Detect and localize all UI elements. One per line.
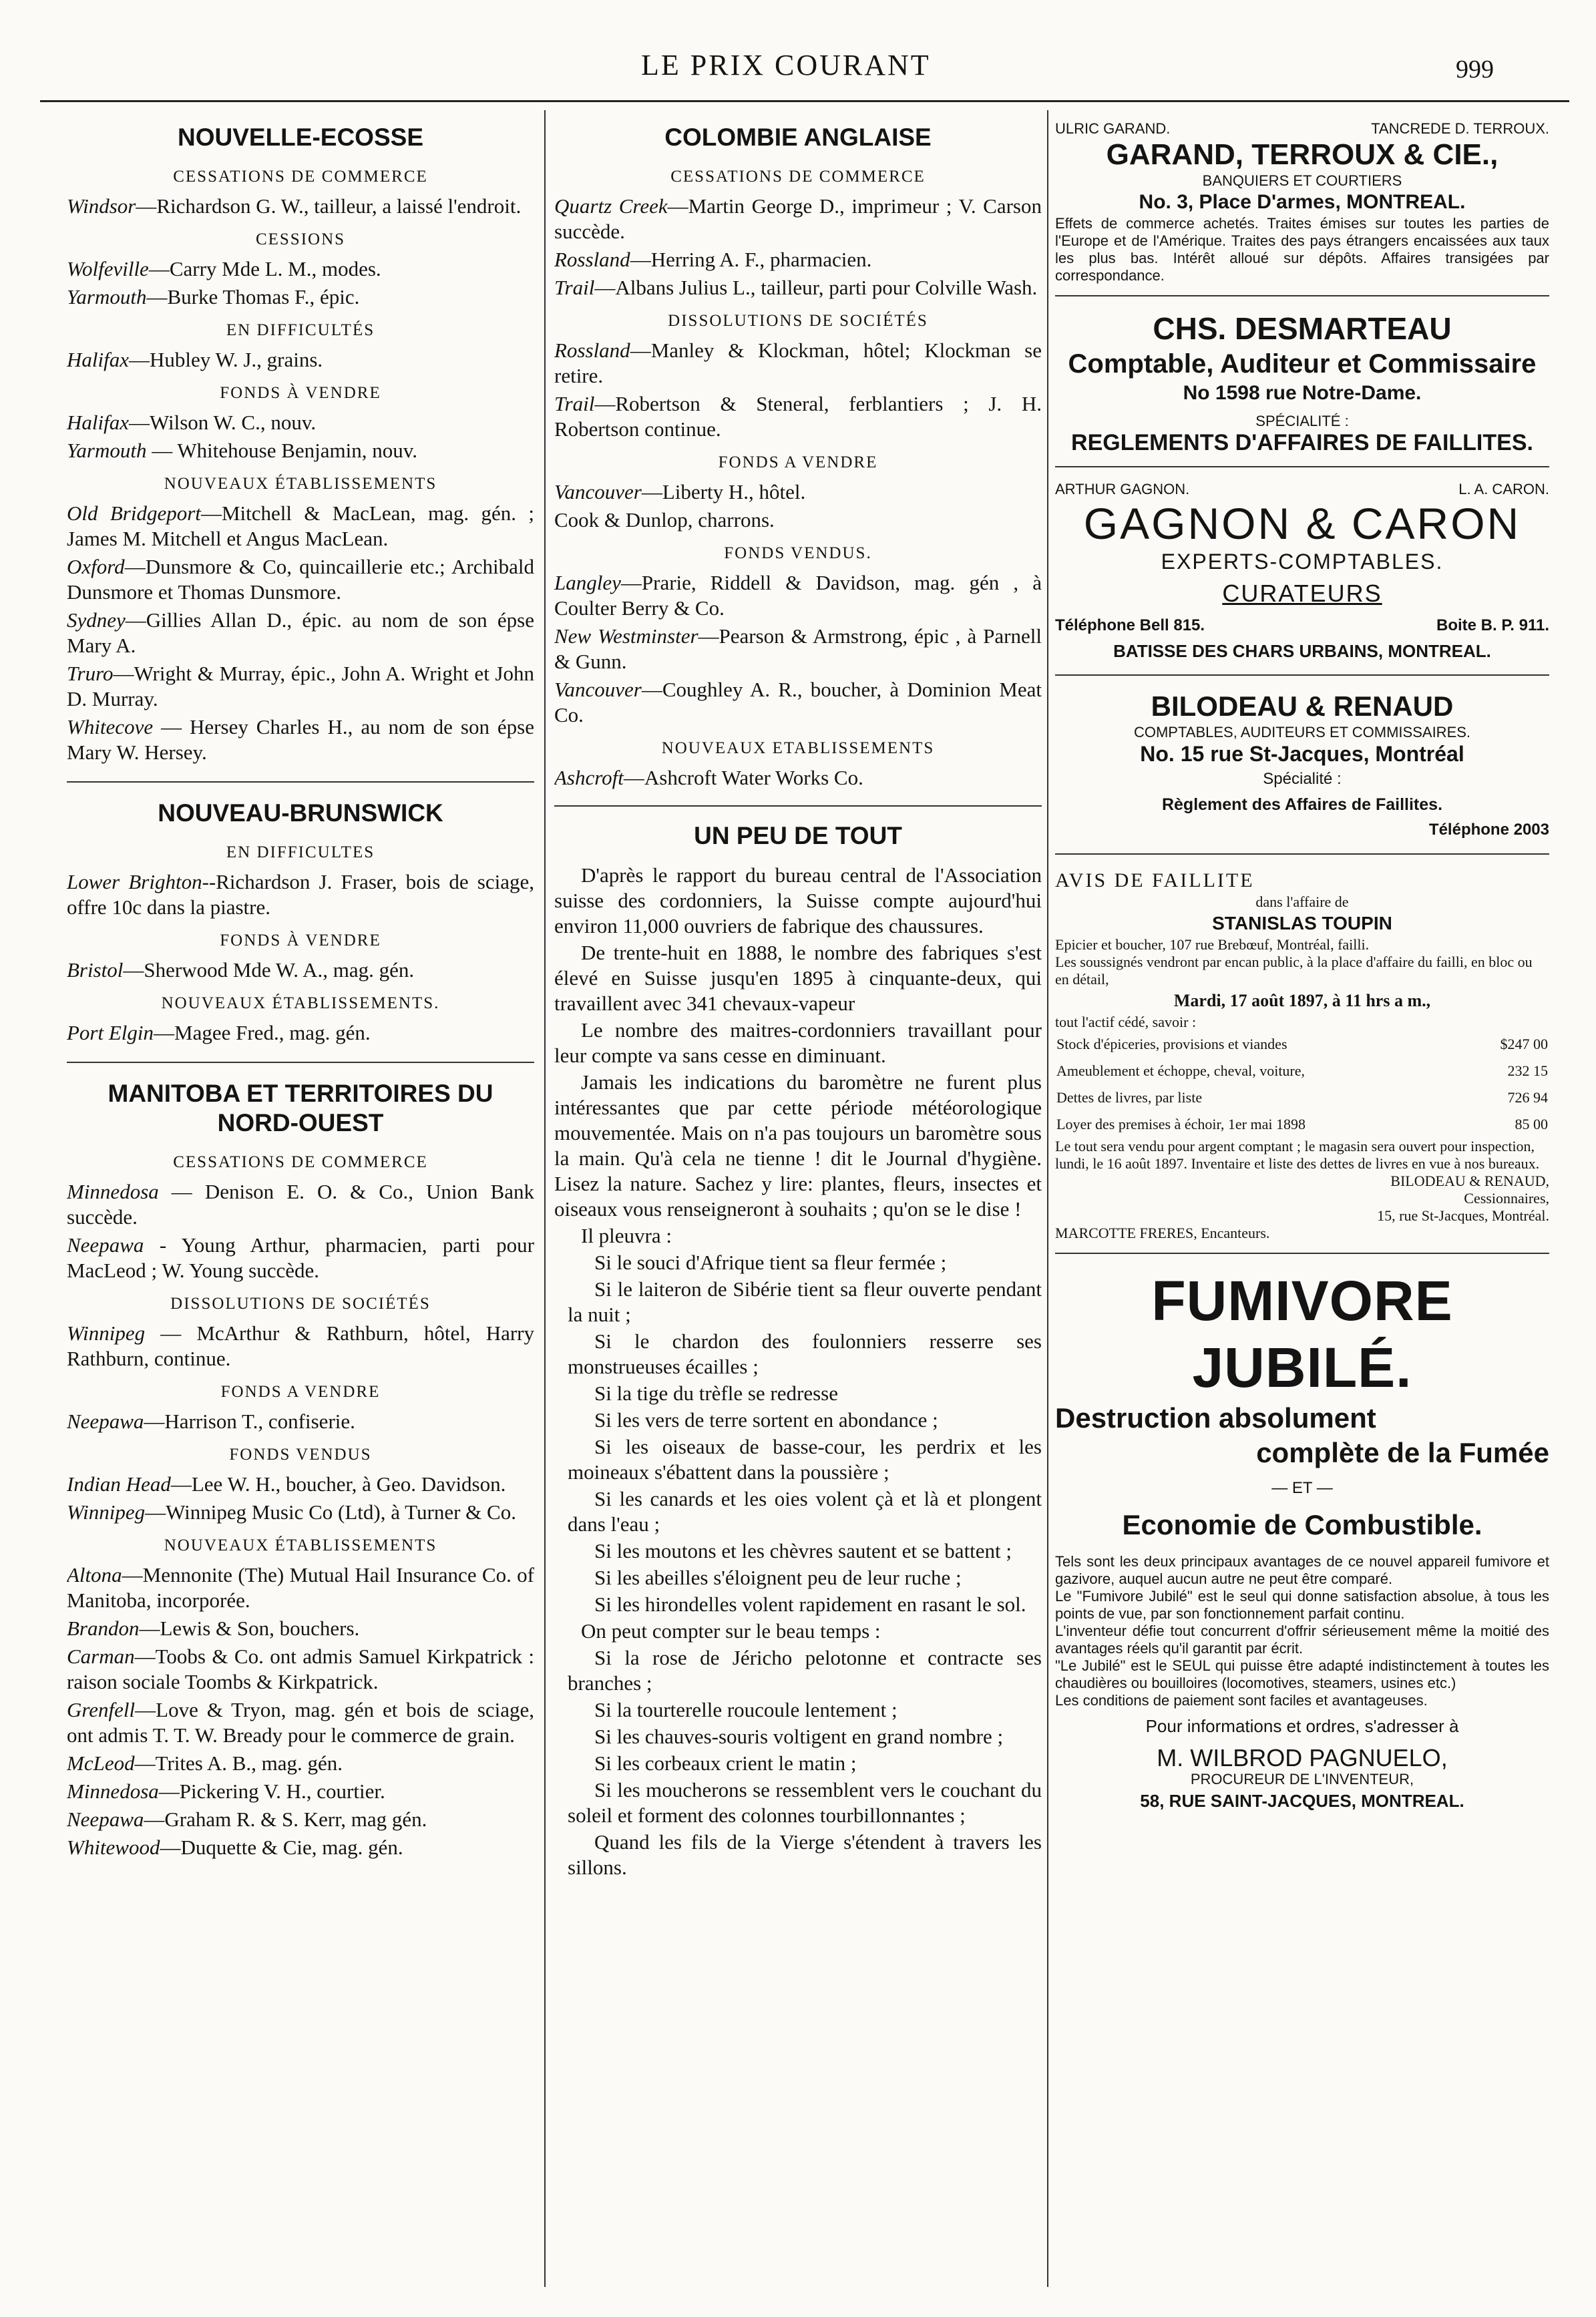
section-divider: [554, 805, 1042, 807]
entry-text: --Richardson J. Fraser, bois de sciage, offre 10c dans la piastre.: [67, 870, 534, 919]
list-item: [554, 765, 1042, 791]
section-body: [554, 164, 1042, 791]
paragraph: Jamais les indications du baromètre ne furent plus intéressantes que par cette période météorologique mouvementée. Mais on n'a pas toujours un baromètre sous la main. Qu'à cela ne tienne ! dit le Journal d'hygiène. Lisez la nature. Sachez y lire: plantes, fleurs, insectes et oiseaux vous renseigneront à souhaits ; qu'on se le dise !: [554, 1070, 1042, 1221]
list-item: [67, 714, 534, 765]
firm-address: BATISSE DES CHARS URBAINS, MONTREAL.: [1113, 641, 1491, 661]
ad-avis-faillite: [1055, 861, 1549, 1254]
ad-bilodeau-renaud: [1055, 682, 1549, 855]
list-item: [67, 554, 534, 605]
list-item: Quand les fils de la Vierge s'étendent à travers les sillons.: [568, 1830, 1042, 1879]
place-name: Rossland: [554, 339, 630, 362]
list-item: [67, 1697, 534, 1748]
firm-name: BILODEAU & RENAUD: [1151, 690, 1454, 722]
entry-text: —Burke Thomas F., épic.: [146, 285, 360, 308]
place-name: Whitecove: [67, 715, 154, 739]
phone: Téléphone 2003: [1428, 821, 1549, 839]
place-name: Sydney: [67, 608, 126, 632]
agent-address: 58, RUE SAINT-JACQUES, MONTREAL.: [1140, 1791, 1464, 1811]
list-item: [554, 507, 1042, 533]
list-item: Si la rose de Jéricho pelotonne et contracte ses branches ;: [568, 1646, 1042, 1695]
entry-text: —Dunsmore & Co, quincaillerie etc.; Archibald Dunsmore et Thomas Dunsmore.: [67, 555, 534, 604]
list-item: [67, 1562, 534, 1613]
entry-text: —Graham R. & S. Kerr, mag gén.: [144, 1808, 427, 1831]
notice-sub: dans l'affaire de: [1255, 893, 1349, 910]
subheading: DISSOLUTIONS DE SOCIÉTÉS: [170, 1295, 431, 1313]
partner-name: ARTHUR GAGNON.: [1055, 481, 1190, 497]
auctioneers: MARCOTTE FRERES, Encanteurs.: [1055, 1225, 1270, 1241]
phone: Téléphone Bell 815.: [1055, 616, 1205, 634]
article-body: [554, 863, 1042, 1222]
subheading: EN DIFFICULTES: [226, 843, 375, 861]
list-item: [554, 275, 1042, 300]
entry-text: —Lewis & Son, bouchers.: [139, 1617, 360, 1640]
assets-table: [1055, 1031, 1549, 1138]
list-item: [67, 1020, 534, 1046]
entry-text: —Prarie, Riddell & Davidson, mag. gén , à Coulter Berry & Co.: [554, 571, 1042, 620]
list-item: [554, 391, 1042, 442]
table-row: [1055, 1058, 1549, 1084]
section-heading: NOUVEAU-BRUNSWICK: [158, 799, 443, 827]
place-name: Langley: [554, 571, 621, 594]
place-name: Windsor: [67, 194, 136, 218]
signature: BILODEAU & RENAUD,: [1390, 1173, 1549, 1189]
entry-text: —Toobs & Co. ont admis Samuel Kirkpatrick : raison sociale Toombs & Kirkpatrick.: [67, 1645, 534, 1693]
ad-desmarteau: [1055, 303, 1549, 467]
bankrupt-desc: Epicier et boucher, 107 rue Brebœuf, Montréal, failli.: [1055, 936, 1370, 953]
column-2: [554, 114, 1042, 2290]
paragraph: Le nombre des maitres-cordonniers travaillant pour leur compte va sans cesse en diminuant.: [554, 1018, 1042, 1067]
place-name: Trail: [554, 392, 595, 415]
agent-name: M. WILBROD PAGNUELO,: [1157, 1744, 1448, 1771]
ad-text: Effets de commerce achetés. Traites émises sur toutes les parties de l'Europe et de l'Amérique. Traites des pays étrangers encaissées aux taux les plus bas. Intérêt alloué sur dépôts. Affaires transigées par correspondance.: [1055, 215, 1549, 284]
ad-fumivore: [1055, 1267, 1549, 1814]
entry-text: —Liberty H., hôtel.: [641, 480, 806, 503]
entry-text: —Mitchell & MacLean, mag. gén. ; James M. Mitchell et Angus MacLean.: [67, 501, 534, 550]
list-item: Si le laiteron de Sibérie tient sa fleur ouverte pendant la nuit ;: [568, 1277, 1042, 1326]
asset-value: $247 00: [1500, 1036, 1548, 1052]
asset-label: Stock d'épiceries, provisions et viandes: [1056, 1036, 1287, 1052]
entry-text: —Carry Mde L. M., modes.: [148, 257, 381, 280]
place-name: Lower Brighton: [67, 870, 202, 893]
list-item: [67, 1616, 534, 1641]
entry-text: —Wilson W. C., nouv.: [129, 411, 317, 434]
notice-title: AVIS DE FAILLITE: [1055, 869, 1255, 891]
asset-value: 85 00: [1515, 1116, 1548, 1132]
section-divider: [67, 1062, 534, 1063]
entry-text: —Harrison T., confiserie.: [144, 1410, 355, 1433]
list-item: Si la tige du trèfle se redresse: [594, 1382, 838, 1405]
entry-text: —Hubley W. J., grains.: [129, 348, 323, 371]
contact-intro: Pour informations et ordres, s'adresser à: [1145, 1716, 1459, 1736]
place-name: Altona: [67, 1563, 122, 1587]
subheading: FONDS A VENDRE: [220, 1383, 381, 1401]
section-divider: [67, 781, 534, 783]
place-name: Trail: [554, 276, 595, 299]
journal-title: LE PRIX COURANT: [641, 49, 931, 81]
place-name: Quartz Creek: [554, 194, 668, 218]
list-item: [554, 479, 1042, 505]
list-item: Si les canards et les oies volent çà et là et plongent dans l'eau ;: [568, 1487, 1042, 1536]
entry-text: —Trites A. B., mag. gén.: [134, 1751, 343, 1775]
list-item: [67, 1233, 534, 1283]
specialty: REGLEMENTS D'AFFAIRES DE FAILLITES.: [1071, 430, 1533, 455]
place-name: Halifax: [67, 411, 129, 434]
list-item: Si les corbeaux crient le matin ;: [594, 1751, 857, 1775]
list-item: [67, 1472, 534, 1497]
firm-name: GAGNON & CARON: [1083, 499, 1521, 548]
subheading: EN DIFFICULTÉS: [226, 321, 375, 339]
table-row: [1055, 1084, 1549, 1111]
subheading: FONDS A VENDRE: [718, 453, 878, 471]
place-name: Winnipeg: [67, 1500, 146, 1524]
ad-text: Les conditions de paiement sont faciles et avantageuses.: [1055, 1692, 1428, 1709]
bankrupt-name: STANISLAS TOUPIN: [1212, 913, 1392, 933]
curateurs-label: CURATEURS: [1222, 580, 1382, 607]
firm-title: Comptable, Auditeur et Commissaire: [1068, 349, 1537, 379]
place-name: Rossland: [554, 248, 630, 271]
place-name: Ashcroft: [554, 766, 624, 789]
entry-text: —Pearson & Armstrong, épic , à Parnell & Gunn.: [554, 624, 1042, 673]
place-name: Grenfell: [67, 1698, 136, 1721]
list-item: [67, 501, 534, 552]
section-body: [67, 164, 534, 765]
list-item: [67, 869, 534, 920]
firm-address: No. 15 rue St-Jacques, Montréal: [1140, 742, 1464, 766]
page-header: [0, 40, 1596, 93]
list-item: Si les hirondelles volent rapidement en rasant le sol.: [594, 1593, 1026, 1616]
fair-signs-list: [554, 1645, 1042, 1880]
partner-name: ULRIC GARAND.: [1055, 120, 1171, 137]
place-name: Minnedosa: [67, 1779, 159, 1803]
firm-title: COMPTABLES, AUDITEURS ET COMMISSAIRES.: [1133, 724, 1471, 741]
subheading: FONDS VENDUS: [229, 1446, 372, 1464]
list-item: [67, 410, 534, 435]
ad-garand-terroux: [1055, 114, 1549, 296]
section-body: [67, 1150, 534, 1860]
place-name: Old Bridgeport: [67, 501, 201, 525]
list-item: [67, 1779, 534, 1804]
entry-text: —Gillies Allan D., épic. au nom de son épse Mary A.: [67, 608, 534, 657]
subheading: NOUVEAUX ÉTABLISSEMENTS.: [161, 994, 440, 1012]
auction-terms: Le tout sera vendu pour argent comptant ; le magasin sera ouvert pour inspection, lundi, le 16 août 1897. Inventaire et liste des dettes de livres en vue à nos bureaux.: [1055, 1138, 1540, 1172]
list-item: [67, 1807, 534, 1832]
list-item: [67, 438, 534, 463]
place-name: Neepawa: [67, 1808, 144, 1831]
asset-value: 726 94: [1507, 1089, 1548, 1106]
place-name: Bristol: [67, 958, 124, 982]
section-body: [67, 840, 534, 1046]
list-item: [67, 1500, 534, 1525]
list-item: [67, 661, 534, 712]
entry-text: —Herring A. F., pharmacien.: [630, 248, 872, 271]
page-number: 999: [1456, 55, 1494, 83]
paragraph: De trente-huit en 1888, le nombre des fabriques s'est élevé en Suisse jusqu'en 1895 à cinquante-deux, qui travaillent avec 341 chevaux-vapeur: [554, 941, 1042, 1015]
firm-title: EXPERTS-COMPTABLES.: [1161, 550, 1444, 574]
subheading: CESSATIONS DE COMMERCE: [173, 168, 428, 186]
list-item: Si le chardon des foulonniers resserre ses monstrueuses écailles ;: [568, 1329, 1042, 1378]
subheading: NOUVEAUX ETABLISSEMENTS: [661, 739, 935, 757]
entry-text: — Denison E. O. & Co., Union Bank succède.: [67, 1180, 534, 1229]
partner-name: L. A. CARON.: [1458, 481, 1549, 497]
list-item: [67, 284, 534, 310]
place-name: Neepawa: [67, 1410, 144, 1433]
section-heading: COLOMBIE ANGLAISE: [664, 124, 932, 151]
list-item: Si les chauves-souris voltigent en grand nombre ;: [594, 1725, 1004, 1748]
subheading: CESSATIONS DE COMMERCE: [173, 1153, 428, 1171]
list-item: Si le souci d'Afrique tient sa fleur fermée ;: [594, 1251, 947, 1274]
list-item: [67, 1321, 534, 1372]
list-item: [67, 256, 534, 282]
entry-text: —Winnipeg Music Co (Ltd), à Turner & Co.: [145, 1500, 516, 1524]
column-divider: [544, 110, 546, 2287]
product-name: FUMIVORE JUBILÉ.: [1151, 1269, 1453, 1399]
headline: Destruction absolument: [1055, 1402, 1376, 1434]
separator: — ET —: [1271, 1479, 1333, 1497]
assets-intro: tout l'actif cédé, savoir :: [1055, 1014, 1197, 1030]
list-item: [554, 247, 1042, 272]
place-name: Yarmouth: [67, 439, 147, 462]
place-name: Carman: [67, 1645, 135, 1668]
ad-gagnon-caron: [1055, 474, 1549, 676]
agent-title: PROCUREUR DE L'INVENTEUR,: [1190, 1771, 1414, 1787]
subheading: FONDS À VENDRE: [220, 931, 381, 950]
list-item: Si les moucherons se ressemblent vers le couchant du soleil et forment des colonnes tourbillonnantes ;: [568, 1778, 1042, 1827]
place-name: Oxford: [67, 555, 125, 578]
place-name: Indian Head: [67, 1472, 171, 1496]
entry-text: —Mennonite (The) Mutual Hail Insurance Co. of Manitoba, incorporée.: [67, 1563, 534, 1612]
rain-signs-list: [554, 1250, 1042, 1617]
section-heading: MANITOBA ET TERRITOIRES DU NORD-OUEST: [108, 1080, 493, 1136]
place-name: New Westminster: [554, 624, 699, 648]
partner-name: TANCREDE D. TERROUX.: [1371, 120, 1549, 137]
subheading: DISSOLUTIONS DE SOCIÉTÉS: [668, 312, 928, 330]
section-heading: NOUVELLE-ECOSSE: [178, 124, 423, 151]
column-divider: [1047, 110, 1048, 2287]
list-item: [554, 624, 1042, 674]
entry-text: —Sherwood Mde W. A., mag. gén.: [123, 958, 415, 982]
list-item: [67, 958, 534, 983]
list-intro: On peut compter sur le beau temps :: [581, 1619, 881, 1643]
column-1: [67, 114, 534, 2290]
entry-text: — McArthur & Rathburn, hôtel, Harry Rathburn, continue.: [67, 1321, 534, 1370]
subheading: CESSIONS: [255, 230, 346, 248]
place-name: Port Elgin: [67, 1021, 154, 1044]
asset-value: 232 15: [1507, 1062, 1548, 1079]
place-name: Winnipeg: [67, 1321, 146, 1345]
list-item: Si les vers de terre sortent en abondance ;: [594, 1408, 938, 1432]
list-item: [554, 194, 1042, 244]
entry-text: —Richardson G. W., tailleur, a laissé l'endroit.: [136, 194, 522, 218]
section-heading: UN PEU DE TOUT: [694, 822, 902, 849]
place-name: Brandon: [67, 1617, 140, 1640]
place-name: Neepawa: [67, 1233, 144, 1257]
auction-notice: Les soussignés vendront par encan public, à la place d'affaire du failli, en bloc ou en détail,: [1055, 954, 1533, 988]
firm-role: BANQUIERS ET COURTIERS: [1202, 172, 1402, 189]
entry-text: —Pickering V. H., courtier.: [158, 1779, 385, 1803]
signature-role: Cessionnaires,: [1464, 1190, 1549, 1207]
subheading: CESSATIONS DE COMMERCE: [670, 168, 926, 186]
place-name: Wolfeville: [67, 257, 149, 280]
place-name: Minnedosa: [67, 1180, 159, 1203]
entry-text: — Hersey Charles H., au nom de son épse Mary W. Hersey.: [67, 715, 534, 764]
subheading: FONDS VENDUS.: [724, 544, 872, 562]
list-item: Si les abeilles s'éloignent peu de leur ruche ;: [594, 1566, 962, 1589]
headline: complète de la Fumée: [1256, 1437, 1549, 1468]
list-item: [67, 1179, 534, 1230]
list-intro: Il pleuvra :: [581, 1224, 672, 1247]
entry-text: — Whitehouse Benjamin, nouv.: [146, 439, 417, 462]
ad-text: Le "Fumivore Jubilé" est le seul qui donne satisfaction absolue, à tous les points de vue, par son fonctionnement parfait continu.: [1055, 1588, 1549, 1622]
list-item: Si les oiseaux de basse-cour, les perdrix et les moineaux s'ébattent dans la poussière ;: [568, 1435, 1042, 1484]
column-3: [1055, 114, 1549, 2290]
table-row: [1055, 1111, 1549, 1138]
ad-text: Tels sont les deux principaux avantages de ce nouvel appareil fumivore et gazivore, auquel aucun autre ne peut être comparé.: [1055, 1553, 1549, 1587]
list-item: [67, 1409, 534, 1434]
firm-name: CHS. DESMARTEAU: [1153, 311, 1452, 346]
place-name: McLeod: [67, 1751, 135, 1775]
list-item: [554, 677, 1042, 728]
entry-text: —Lee W. H., boucher, à Geo. Davidson.: [170, 1472, 506, 1496]
entry-text: —Wright & Murray, épic., John A. Wright et John D. Murray.: [67, 662, 534, 710]
header-rule: [40, 100, 1569, 102]
auction-date: Mardi, 17 août 1897, à 11 hrs a m.,: [1173, 991, 1431, 1010]
subheading: FONDS À VENDRE: [220, 384, 381, 402]
place-name: Vancouver: [554, 480, 642, 503]
list-item: [67, 347, 534, 373]
list-item: Si la tourterelle roucoule lentement ;: [594, 1698, 897, 1721]
specialty-label: SPÉCIALITÉ :: [1255, 413, 1349, 429]
list-item: [67, 608, 534, 658]
entry-text: —Manley & Klockman, hôtel; Klockman se retire.: [554, 339, 1042, 387]
entry-text: —Martin George D., imprimeur ; V. Carson succède.: [554, 194, 1042, 243]
entry-text: —Ashcroft Water Works Co.: [623, 766, 863, 789]
place-name: Halifax: [67, 348, 129, 371]
entry-text: —Duquette & Cie, mag. gén.: [160, 1836, 403, 1859]
firm-address: No. 3, Place D'armes, MONTREAL.: [1139, 191, 1466, 213]
firm-address: No 1598 rue Notre-Dame.: [1183, 382, 1422, 404]
place-name: Whitewood: [67, 1836, 160, 1859]
asset-label: Dettes de livres, par liste: [1056, 1089, 1203, 1106]
list-item: [554, 570, 1042, 621]
ad-text: "Le Jubilé" est le SEUL qui puisse être adapté indistinctement à toutes les chaudières ou bouilloires (locomotives, steamers, usines etc.): [1055, 1657, 1549, 1691]
ad-text: L'inventeur défie tout concurrent d'offrir sérieusement même la moitié des avantages réels qu'il garantit par écrit.: [1055, 1623, 1549, 1657]
entry-text: —Love & Tryon, mag. gén et bois de sciage, ont admis T. T. W. Bready pour le commerce de grain.: [67, 1698, 534, 1747]
entry-text: —Coughley A. R., boucher, à Dominion Meat Co.: [554, 678, 1042, 726]
subheading: NOUVEAUX ÉTABLISSEMENTS: [164, 1536, 437, 1554]
list-item: [67, 1644, 534, 1695]
specialty-label: Spécialité :: [1263, 770, 1342, 788]
place-name: Vancouver: [554, 678, 642, 701]
firm-name: GARAND, TERROUX & CIE.,: [1106, 138, 1499, 171]
headline: Economie de Combustible.: [1122, 1509, 1482, 1540]
list-item: [67, 1751, 534, 1776]
place-name: Yarmouth: [67, 285, 147, 308]
signature-address: 15, rue St-Jacques, Montréal.: [1377, 1207, 1549, 1224]
asset-label: Ameublement et échoppe, cheval, voiture,: [1056, 1062, 1306, 1079]
entry-text: —Robertson & Steneral, ferblantiers ; J. H. Robertson continue.: [554, 392, 1042, 441]
entry-text: Cook & Dunlop, charrons.: [554, 508, 775, 532]
entry-text: —Magee Fred., mag. gén.: [154, 1021, 371, 1044]
asset-label: Loyer des premises à échoir, 1er mai 1898: [1056, 1116, 1306, 1132]
specialty: Règlement des Affaires de Faillites.: [1161, 795, 1443, 814]
entry-text: —Albans Julius L., tailleur, parti pour Colville Wash.: [594, 276, 1038, 299]
place-name: Truro: [67, 662, 114, 685]
list-item: [67, 1835, 534, 1860]
list-item: Si les moutons et les chèvres sautent et se battent ;: [594, 1539, 1012, 1562]
list-item: [554, 338, 1042, 389]
po-box: Boite B. P. 911.: [1436, 616, 1549, 634]
subheading: NOUVEAUX ÉTABLISSEMENTS: [164, 475, 437, 493]
paragraph: D'après le rapport du bureau central de l'Association suisse des cordonniers, la Suisse compte aujourd'hui environ 11,000 ouvriers de fabrique des chaussures.: [554, 863, 1042, 937]
entry-text: - Young Arthur, pharmacien, parti pour MacLeod ; W. Young succède.: [67, 1233, 534, 1282]
table-row: [1055, 1031, 1549, 1058]
list-item: [67, 194, 534, 219]
